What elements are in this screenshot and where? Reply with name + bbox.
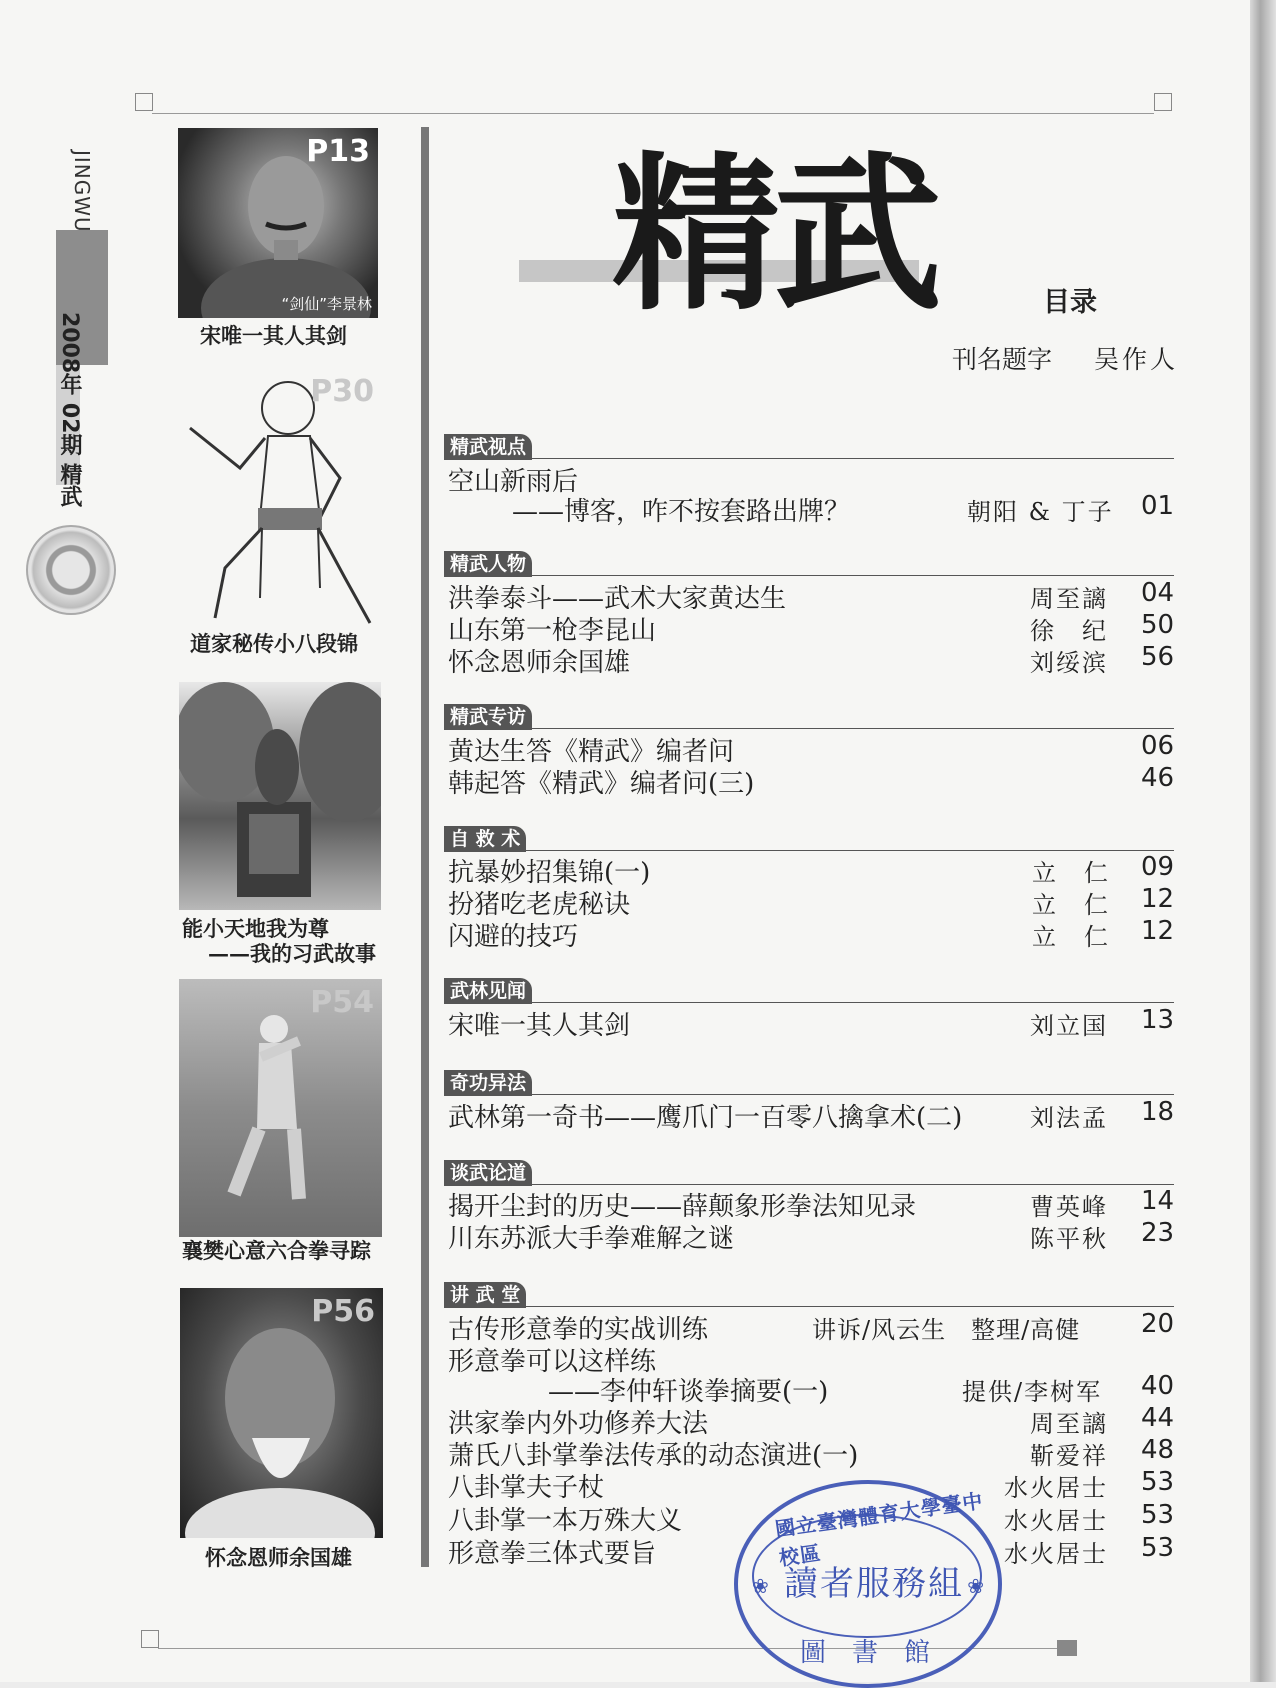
toc-item-page[interactable]: 18	[1141, 1097, 1175, 1127]
toc-item-title[interactable]: ——博客，咋不按套路出牌？	[512, 497, 851, 527]
toc-item-title[interactable]: 萧氏八卦掌拳法传承的动态演进(一)	[448, 1441, 859, 1471]
thumb-photo-statue[interactable]	[179, 682, 381, 910]
calligraphy-label: 刊名题字	[952, 345, 1053, 374]
library-stamp	[734, 1480, 1002, 1688]
toc-item-title[interactable]: 八卦掌一本万殊大义	[448, 1506, 683, 1536]
section-tag: 武林见闻	[444, 978, 532, 1004]
toc-item-page[interactable]: 01	[1141, 491, 1175, 521]
thumb-caption: ——我的习武故事	[208, 941, 376, 966]
toc-item-title[interactable]: 川东苏派大手拳难解之谜	[448, 1224, 735, 1254]
section-rule	[444, 728, 1174, 729]
toc-item-author: 周至謧	[1030, 1410, 1108, 1438]
thumb-portrait-p13[interactable]	[178, 128, 378, 318]
stamp-middle-text: 讀者服務組	[784, 1564, 964, 1604]
page-number-badge: P56	[311, 1294, 375, 1329]
toc-item-author: 靳爱祥	[1030, 1442, 1108, 1470]
toc-item-title[interactable]: 空山新雨后	[448, 467, 579, 497]
section-tag: 精武人物	[444, 551, 532, 577]
calligraphy-name: 吴作人	[1094, 345, 1179, 374]
thumb-portrait-p56[interactable]	[180, 1288, 383, 1538]
thumb-caption: 襄樊心意六合拳寻踪	[182, 1238, 371, 1263]
page-number-badge: P54	[310, 985, 374, 1020]
toc-item-page[interactable]: 12	[1141, 884, 1175, 914]
toc-item-author: 周至謧	[1030, 585, 1108, 613]
thumb-photo-p54[interactable]	[179, 979, 382, 1237]
flower-icon: ❀	[752, 1574, 769, 1598]
toc-item-author: 讲诉/风云生 整理/高健	[812, 1316, 1081, 1344]
section-tag: 精武专访	[444, 704, 532, 730]
toc-item-title[interactable]: 洪拳泰斗——武术大家黄达生	[448, 584, 787, 614]
contents-heading: 目录	[1043, 287, 1097, 318]
toc-item-title[interactable]: ——李仲轩谈拳摘要(一)	[548, 1377, 829, 1407]
toc-item-title[interactable]: 黄达生答《精武》编者问	[448, 737, 735, 767]
toc-item-page[interactable]: 14	[1141, 1186, 1175, 1216]
toc-item-page[interactable]: 40	[1141, 1371, 1175, 1401]
toc-item-page[interactable]: 46	[1141, 763, 1175, 793]
toc-item-title[interactable]: 抗暴妙招集锦(一)	[448, 858, 651, 888]
toc-item-page[interactable]: 06	[1141, 731, 1175, 761]
toc-item-title[interactable]: 山东第一枪李昆山	[448, 616, 657, 646]
toc-item-author: 曹英峰	[1030, 1193, 1108, 1221]
toc-item-page[interactable]: 13	[1141, 1005, 1175, 1035]
toc-item-title[interactable]: 形意拳可以这样练	[448, 1347, 657, 1377]
thumb-caption: 道家秘传小八段锦	[190, 631, 358, 656]
toc-item-title[interactable]: 洪家拳内外功修养大法	[448, 1409, 709, 1439]
section-rule	[444, 1002, 1174, 1003]
toc-item-title[interactable]: 古传形意拳的实战训练	[448, 1315, 709, 1345]
lion-seal-icon	[26, 525, 116, 615]
flower-icon: ❀	[967, 1574, 984, 1598]
column-divider	[421, 127, 429, 1567]
toc-item-author: 水火居士	[1004, 1540, 1108, 1568]
stamp-top-text: 國立臺灣體育大學臺中校區	[773, 1488, 985, 1571]
spine-mag-name: 精武	[57, 463, 82, 508]
toc-item-author: 刘绥滨	[1030, 649, 1108, 677]
section-rule	[444, 850, 1174, 851]
section-tag: 精武视点	[444, 434, 532, 460]
thumb-drawing-p30[interactable]	[170, 368, 382, 630]
toc-item-author: 立 仁	[1032, 891, 1110, 919]
photo-overlay-name: “剑仙”李景林	[281, 295, 372, 313]
toc-item-title[interactable]: 怀念恩师余国雄	[448, 648, 631, 678]
page-number-badge: P13	[306, 134, 370, 169]
toc-item-title[interactable]: 闪避的技巧	[448, 922, 579, 952]
thumb-caption: 宋唯一其人其剑	[200, 323, 347, 348]
crop-mark	[1154, 93, 1172, 111]
crop-mark	[141, 1630, 159, 1648]
toc-item-author: 陈平秋	[1030, 1225, 1108, 1253]
section-tag: 谈武论道	[444, 1160, 532, 1186]
toc-item-author: 立 仁	[1032, 923, 1110, 951]
section-tag: 自 救 术	[444, 826, 526, 852]
section-rule	[444, 458, 1174, 459]
toc-item-page[interactable]: 23	[1141, 1218, 1175, 1248]
toc-item-author: 刘立国	[1030, 1012, 1108, 1040]
toc-item-page[interactable]: 04	[1141, 578, 1175, 608]
toc-item-page[interactable]: 20	[1141, 1309, 1175, 1339]
corner-block	[1057, 1640, 1077, 1656]
toc-item-page[interactable]: 56	[1141, 642, 1175, 672]
toc-item-page[interactable]: 53	[1141, 1533, 1175, 1563]
toc-item-author: 提供/李树军	[962, 1378, 1103, 1406]
toc-item-title[interactable]: 揭开尘封的历史——薛颠象形拳法知见录	[448, 1192, 917, 1222]
toc-item-title[interactable]: 韩起答《精武》编者问(三)	[448, 769, 755, 799]
toc-item-page[interactable]: 50	[1141, 610, 1175, 640]
statue-photo	[179, 682, 381, 910]
toc-item-page[interactable]: 44	[1141, 1403, 1175, 1433]
section-tag: 奇功异法	[444, 1070, 532, 1096]
toc-item-title[interactable]: 八卦掌夫子杖	[448, 1473, 605, 1503]
spine-english-title: JINGWU	[70, 150, 94, 233]
page-edge-shadow	[1250, 0, 1276, 1682]
section-rule	[444, 1184, 1174, 1185]
section-rule	[444, 1306, 1174, 1307]
thumb-caption: 能小天地我为尊	[182, 916, 329, 941]
toc-item-page[interactable]: 53	[1141, 1500, 1175, 1530]
toc-item-title[interactable]: 宋唯一其人其剑	[448, 1011, 631, 1041]
toc-item-page[interactable]: 53	[1141, 1467, 1175, 1497]
magazine-title: 精武	[612, 135, 936, 333]
toc-item-author: 水火居士	[1004, 1507, 1108, 1535]
toc-item-author: 朝阳 & 丁子	[967, 498, 1114, 526]
toc-item-author: 刘法孟	[1030, 1104, 1108, 1132]
section-rule	[444, 1094, 1174, 1095]
toc-item-author: 立 仁	[1032, 859, 1110, 887]
section-tag: 讲 武 堂	[444, 1282, 526, 1308]
toc-item-title[interactable]: 形意拳三体式要旨	[448, 1539, 657, 1569]
page-number-badge: P30	[310, 374, 374, 409]
toc-item-page[interactable]: 48	[1141, 1435, 1175, 1465]
thumb-caption: 怀念恩师余国雄	[205, 1545, 352, 1570]
stamp-bottom-text: 圖書館	[800, 1638, 957, 1668]
toc-item-title[interactable]: 扮猪吃老虎秘诀	[448, 890, 631, 920]
toc-item-title[interactable]: 武林第一奇书——鹰爪门一百零八擒拿术(二)	[448, 1103, 963, 1133]
toc-item-page[interactable]: 09	[1141, 852, 1175, 882]
toc-item-author: 水火居士	[1004, 1474, 1108, 1502]
frame-rule	[152, 113, 1154, 114]
toc-item-page[interactable]: 12	[1141, 916, 1175, 946]
spine-issue-date: 2008年 02期 精武	[57, 312, 82, 508]
section-rule	[444, 575, 1174, 576]
toc-item-author: 徐 纪	[1030, 617, 1108, 645]
crop-mark	[135, 93, 153, 111]
